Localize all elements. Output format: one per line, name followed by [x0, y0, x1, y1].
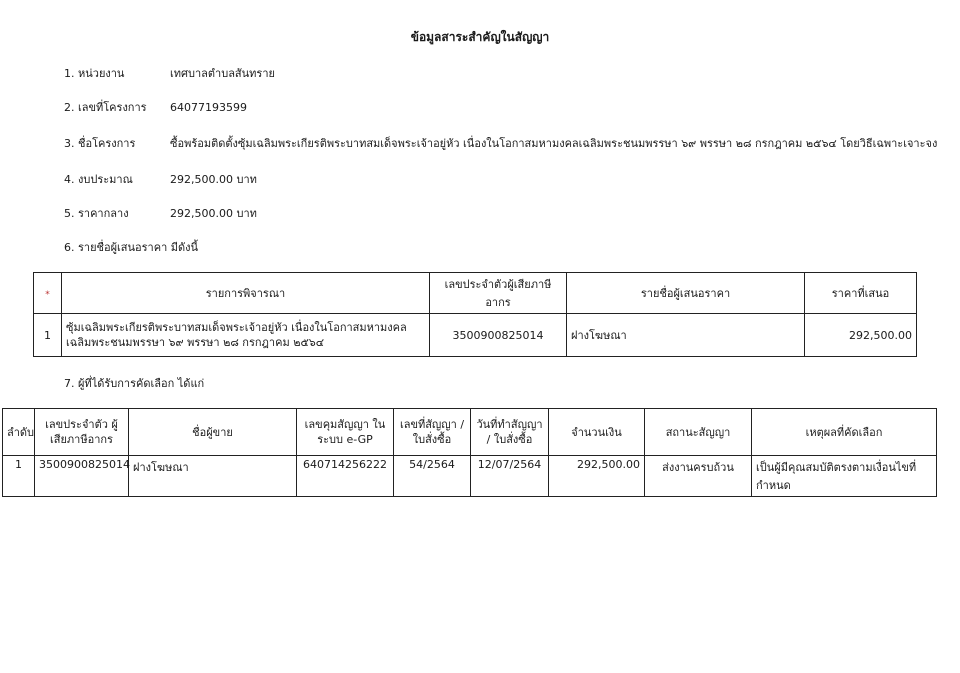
column-header: วันที่ทำสัญญา / ใบสั่งซื้อ [471, 409, 549, 456]
item-label: 2. เลขที่โครงการ [64, 101, 147, 114]
table-row [34, 314, 917, 357]
item-label: 1. หน่วยงาน [64, 67, 125, 80]
table-row [3, 456, 937, 497]
item-value: 64077193599 [170, 101, 247, 114]
tax-id: 3500900825014 [430, 314, 567, 357]
column-header: เหตุผลที่คัดเลือก [752, 409, 937, 456]
bid-price: 292,500.00 [805, 314, 917, 357]
bidders-table [33, 272, 917, 357]
contract-number: 54/2564 [394, 456, 471, 497]
column-header: รายชื่อผู้เสนอราคา [567, 273, 805, 314]
row-marker-header [34, 273, 62, 314]
table-header-row [34, 273, 917, 314]
contract-status: ส่งงานครบถ้วน [645, 456, 752, 497]
column-header: ชื่อผู้ขาย [129, 409, 297, 456]
column-header: สถานะสัญญา [645, 409, 752, 456]
column-header: เลขประจำตัว ผู้เสียภาษีอากร [35, 409, 129, 456]
column-header: ลำดับ [3, 409, 35, 456]
item-value: เทศบาลตำบลสันทราย [170, 67, 275, 80]
row-number: 1 [3, 456, 35, 497]
column-header: เลขที่สัญญา / ใบสั่งซื้อ [394, 409, 471, 456]
contract-amount: 292,500.00 [549, 456, 645, 497]
column-header: รายการพิจารณา [62, 273, 430, 314]
item-label: 3. ชื่อโครงการ [64, 137, 136, 150]
column-header: เลขคุมสัญญา ในระบบ e-GP [297, 409, 394, 456]
row-marker: * [45, 289, 50, 300]
egp-contract-number: 640714256222 [297, 456, 394, 497]
contract-date: 12/07/2564 [471, 456, 549, 497]
tax-id: 3500900825014 [35, 456, 129, 497]
item-value: 292,500.00 บาท [170, 173, 257, 186]
item-project-number [64, 100, 247, 116]
item-project-name [64, 136, 937, 152]
row-number: 1 [34, 314, 62, 357]
item-budget [64, 172, 257, 188]
column-header: ราคาที่เสนอ [805, 273, 917, 314]
selection-reason: เป็นผู้มีคุณสมบัติตรงตามเงื่อนไขที่กำหนด [752, 456, 937, 497]
item-description: ซุ้มเฉลิมพระเกียรติพระบาทสมเด็จพระเจ้าอยู่หัว เนื่องในโอกาสมหามงคลเฉลิมพระชนมพรรษา ๖๙ พรรษา ๒๘ กรกฎาคม ๒๕๖๔ [62, 314, 430, 357]
item-label: 5. ราคากลาง [64, 207, 129, 220]
section-bidders-heading: 6. รายชื่อผู้เสนอราคา มีดังนี้ [64, 241, 199, 254]
item-value: 292,500.00 บาท [170, 207, 257, 220]
item-agency [64, 66, 275, 82]
item-label: 4. งบประมาณ [64, 173, 133, 186]
selected-vendor-table [2, 408, 937, 497]
table-header-row [3, 409, 937, 456]
item-median-price [64, 206, 257, 222]
seller-name: ฝางโฆษณา [129, 456, 297, 497]
column-header: จำนวนเงิน [549, 409, 645, 456]
item-value: ซื้อพร้อมติดตั้งซุ้มเฉลิมพระเกียรติพระบาทสมเด็จพระเจ้าอยู่หัว เนื่องในโอกาสมหามงคลเฉลิมพระชนมพรรษา ๖๙ พรรษา ๒๘ กรกฎาคม ๒๕๖๔ โดยวิธีเฉพาะเจาะจง [170, 137, 938, 150]
bidder-name: ฝางโฆษณา [567, 314, 805, 357]
section-selected-heading: 7. ผู้ที่ได้รับการคัดเลือก ได้แก่ [64, 377, 205, 390]
column-header: เลขประจำตัวผู้เสียภาษีอากร [430, 273, 567, 314]
document-title: ข้อมูลสาระสำคัญในสัญญา [410, 30, 550, 44]
